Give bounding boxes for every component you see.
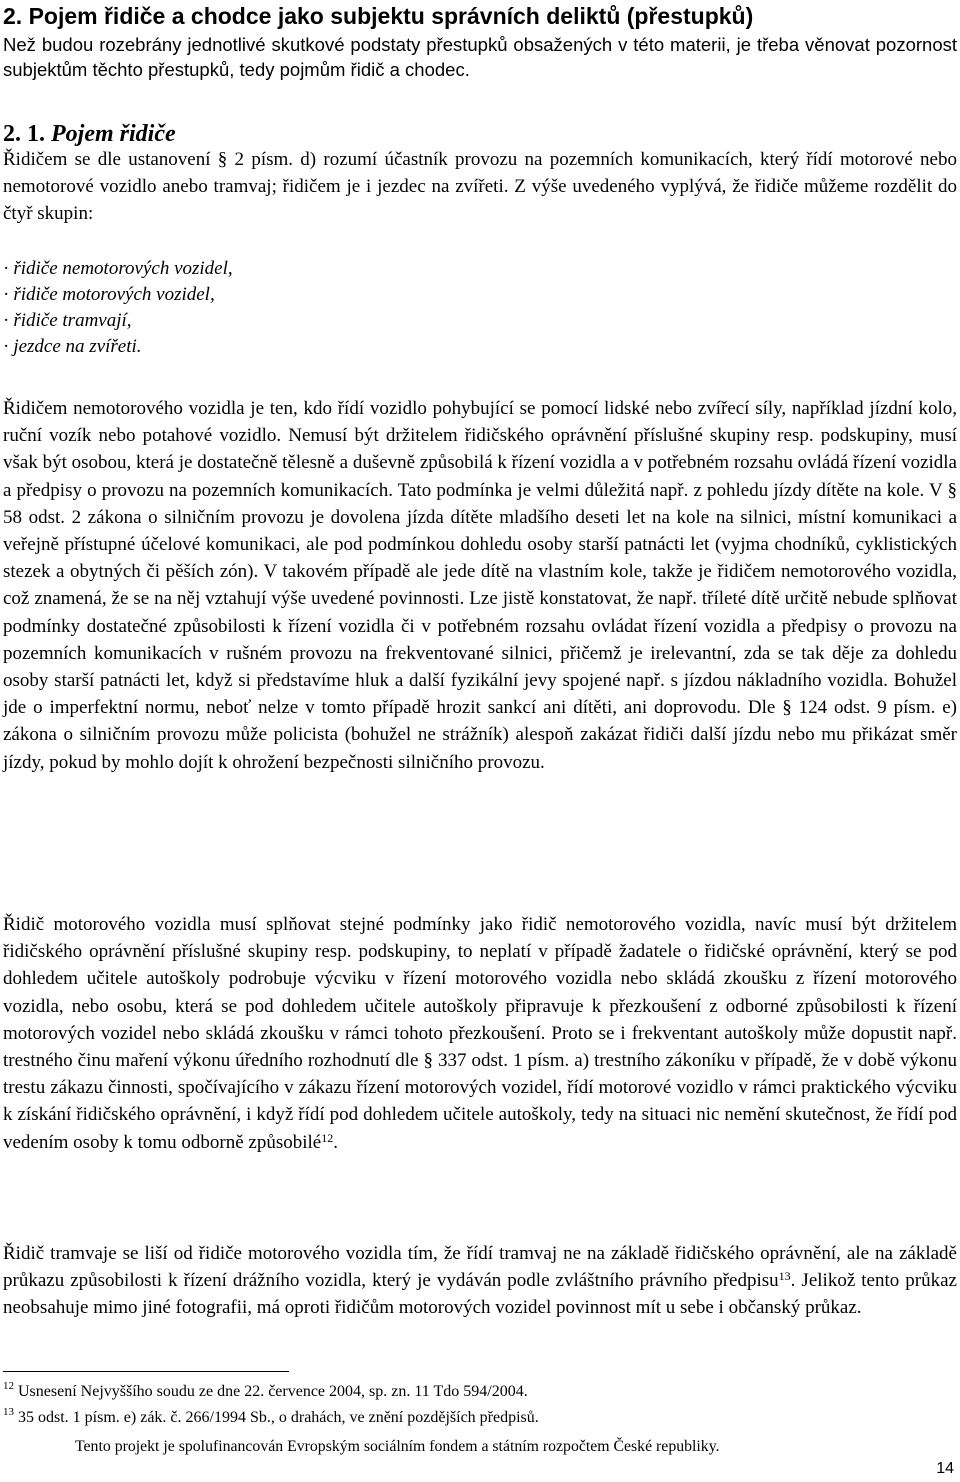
subsection-number: 2. 1. xyxy=(3,121,45,147)
intro-paragraph: Než budou rozebrány jednotlivé skutkové podstaty přestupků obsažených v této materii, je třeba věnovat pozornost subjektům těchto přestupků, tedy pojmům řidič a chodec. xyxy=(3,34,957,80)
driver-groups-list xyxy=(3,256,233,360)
footnote-ref[interactable]: 13 xyxy=(778,1269,791,1284)
list-item: · jezdce na zvířeti. xyxy=(3,334,233,360)
motor-vehicle-paragraph xyxy=(3,911,957,1156)
page-footer: Tento projekt je spolufinancován Evropským sociálním fondem a státním rozpočtem České republiky. xyxy=(75,1438,720,1455)
footnote-divider xyxy=(3,1371,289,1372)
footnote-mark: 12 xyxy=(3,1380,14,1392)
motor-paragraph-text: Řidič motorového vozidla musí splňovat stejné podmínky jako řidič nemotorového vozidla, navíc musí být držitelem řidičského oprávnění příslušné skupiny resp. podskupiny, to neplatí v případě žadatele o řidičské oprávnění, který se pod dohledem učitele autoškoly podrobuje výcviku v řízení motorového vozidla nebo skládá zkoušku z řízení motorového vozidla, nebo osobu, která se pod dohledem učitele autoškoly připravuje k přezkoušení z odborné způsobilosti k řízení motorových vozidel nebo skládá zkoušku v rámci tohoto přezkoušení. Proto se i frekventant autoškoly může dopustit např. trestného činu maření výkonu úředního rozhodnutí dle § 337 odst. 1 písm. a) trestního zákoníku v případě, že v době výkonu trestu zákazu činnosti, spočívajícího v zákazu řízení motorových vozidel, řídí motorové vozidlo v rámci praktického výcviku k získání řidičského oprávnění, i když řídí pod dohledem učitele autoškoly, tedy na situaci nic nemění skutečnost, že řídí pod vedením osoby k tomu odborně způsobilé xyxy=(3,914,957,1153)
footnote xyxy=(3,1382,903,1402)
tram-paragraph-text-a: Řidič tramvaje se liší od řidiče motorového vozidla tím, že řídí tramvaj ne na základě řidičského oprávnění, ale na základě průkazu způsobilosti k řízení drážního vozidla, který je vydáván podle zvláštního právního předpisu xyxy=(3,1243,957,1292)
tram-driver-paragraph xyxy=(3,1240,957,1322)
footnote-ref[interactable]: 12 xyxy=(321,1130,334,1145)
section-heading: 2. Pojem řidiče a chodce jako subjektu správních deliktů (přestupků) xyxy=(3,3,754,29)
footnote-mark: 13 xyxy=(3,1406,14,1418)
tram-paragraph-text-b: . Jelikož tento průkaz neobsahuje mimo jiné fotografii, má oproti řidičům motorových vozidel povinnost mít u sebe i občanský průkaz. xyxy=(3,1270,957,1319)
footnote xyxy=(3,1408,903,1428)
list-item: · řidiče nemotorových vozidel, xyxy=(3,256,233,282)
nonmotor-vehicle-paragraph: Řidičem nemotorového vozidla je ten, kdo řídí vozidlo pohybující se pomocí lidské nebo zvířecí síly, například jízdní kolo, ruční vozík nebo potahové vozidlo. Nemusí být držitelem řidičského oprávnění příslušné skupiny resp. podskupiny, musí však být osobou, která je dostatečně tělesně a duševně způsobilá k řízení vozidla a v potřebném rozsahu ovládá řízení vozidla a předpisy o provozu na pozemních komunikacích. Tato podmínka je velmi důležitá např. z pohledu jízdy dítěte na kole. V § 58 odst. 2 zákona o silničním provozu je dovolena jízda dítěte mladšího deseti let na kole na silnici, místní komunikaci a veřejně přístupné účelové komunikaci, ale pod podmínkou dohledu osoby starší patnácti let (vyjma chodníků, cyklistických stezek a obytných či pěších zón). V takovém případě ale jede dítě na vlastním kole, takže je řidičem nemotorového vozidla, což znamená, že se na něj vztahují výše uvedené povinnosti. Lze jistě konstatovat, že např. tříleté dítě určitě nebude splňovat podmínky dostatečné způsobilosti k řízení vozidla či v potřebném rozsahu ovládat řízení vozidla a předpisy o provozu na pozemních komunikacích v rušném provozu na frekventované silnici, přičemž je irelevantní, zda se tak děje za dohledu osoby starší patnácti let, když si představíme hluk a další fyzikální jevy spojené např. s jízdou nákladního vozidla. Bohužel jde o imperfektní normu, neboť nelze v tomto případě hrozit sankcí ani dítěti, ani doprovodu. Dle § 124 odst. 9 písm. e) zákona o silničním provozu může policista (bohužel ne strážník) alespoň zakázat řidiči další jízdu nebo mu přikázat směr jízdy, pokud by mohlo dojít k ohrožení bezpečnosti silničního provozu. xyxy=(3,398,957,773)
footnote-text: Usnesení Nejvyššího soudu ze dne 22. července 2004, sp. zn. 11 Tdo 594/2004. xyxy=(14,1383,528,1400)
subsection-title: Pojem řidiče xyxy=(51,121,176,147)
list-item: · řidiče motorových vozidel, xyxy=(3,282,233,308)
list-item: · řidiče tramvají, xyxy=(3,308,233,334)
footnote-text: 35 odst. 1 písm. e) zák. č. 266/1994 Sb., o drahách, ve znění pozdějších předpisů. xyxy=(14,1409,539,1426)
page-number: 14 xyxy=(936,1460,954,1477)
definition-paragraph: Řidičem se dle ustanovení § 2 písm. d) rozumí účastník provozu na pozemních komunikacích, který řídí motorové nebo nemotorové vozidlo anebo tramvaj; řidičem je i jezdec na zvířeti. Z výše uvedeného vyplývá, že řidiče můžeme rozdělit do čtyř skupin: xyxy=(3,149,957,225)
motor-paragraph-end: . xyxy=(333,1131,338,1153)
subsection-heading xyxy=(3,120,176,148)
